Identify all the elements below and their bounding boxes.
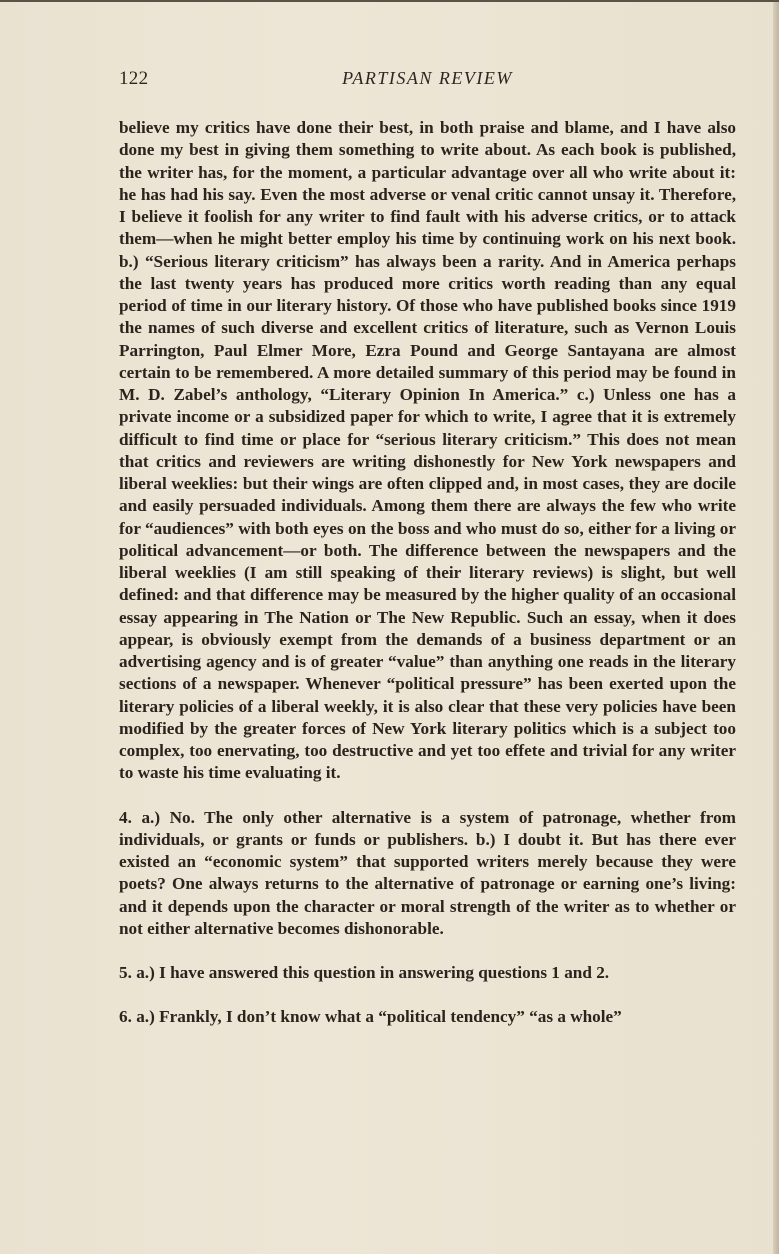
paragraph-text: believe my critics have done their best, in both praise and blame, and I have also done my best in giving them something to write about. As each book is published, the writer has, for the moment, a particular advantage over all who write about it: he has had his say. Even the most adverse or venal critic cannot unsay it. Therefore, I believe it foolish for any writer to find fault with his adverse critics, or to attack them—when he might better employ his time by continuing work on his next book. b.) “Serious literary criticism” has always been a rarity. And in America perhaps the last twenty years has produced more critics worth reading than any equal period of time in our literary history. Of those who have published books since 1919 the names of such diverse and excellent critics of literature, such as Vernon Louis Parrington, Paul Elmer More, Ezra Pound and George Santayana are almost certain to be remembered. A more detailed summary of this period may be found in M. D. Zabel’s anthology, “Literary Opinion In America.” c.) Unless one has a private income or a subsidized paper for which to write, I agree that it is extremely difficult to find time or place for “serious literary criticism.” This does not mean that critics and reviewers are writing dishonestly for New York newspapers and liberal weeklies: but their wings are often clipped and, in most cases, they are docile and easily persuaded individuals. Among them there are always the few who write for “audiences” with both eyes on the boss and who must do so, either for a living or political advancement—or both. The difference between the newspapers and the liberal weeklies (I am still speaking of their literary reviews) is slight, but well defined: and that difference may be measured by the higher quality of an occasional essay appearing in The Nation or The New Republic. Such an essay, when it does appear, is obviously exempt from the demands of a business department or an advertising agency and is of greater “value” than anything one reads in the literary sections of a newspaper. Whenever “political pressure” has been exerted upon the literary policies of a liberal weekly, it is also clear that these very policies have been modified by the greater forces of New York literary politics which is a subject too complex, too enervating, too destructive and yet too effete and trivial for any writer to waste his time evaluating it. <box>119 118 736 783</box>
paragraph-text: a.) Frankly, I don’t know what a “political tendency” “as a whole” <box>136 1007 622 1027</box>
paragraph-answer-6 <box>119 1006 736 1028</box>
question-number: 6. <box>119 1007 132 1027</box>
running-header <box>119 68 736 98</box>
page-edge <box>773 2 779 1254</box>
question-number: 4. <box>119 807 132 827</box>
running-title: PARTISAN REVIEW <box>342 68 513 88</box>
question-number: 5. <box>119 963 132 982</box>
paragraph-text: a.) No. The only other alternative is a system of patronage, whether from individuals, or grants or funds or publishers. b.) I doubt it. But has there ever existed an “economic system” that supported writers merely because they were poets? One always returns to the alternative of patronage or earning one’s living: and it depends upon the character or moral strength of the writer as to whether or not either alternative becomes dishonorable. <box>119 807 736 938</box>
body-text <box>119 117 736 1029</box>
paragraph-text: a.) I have answered this question in answering questions 1 and 2. <box>136 963 610 982</box>
paragraph-answer-5 <box>119 962 736 984</box>
page-number: 122 <box>119 68 149 89</box>
paragraph-answer-4 <box>119 807 736 941</box>
paragraph-continuation <box>119 117 736 785</box>
